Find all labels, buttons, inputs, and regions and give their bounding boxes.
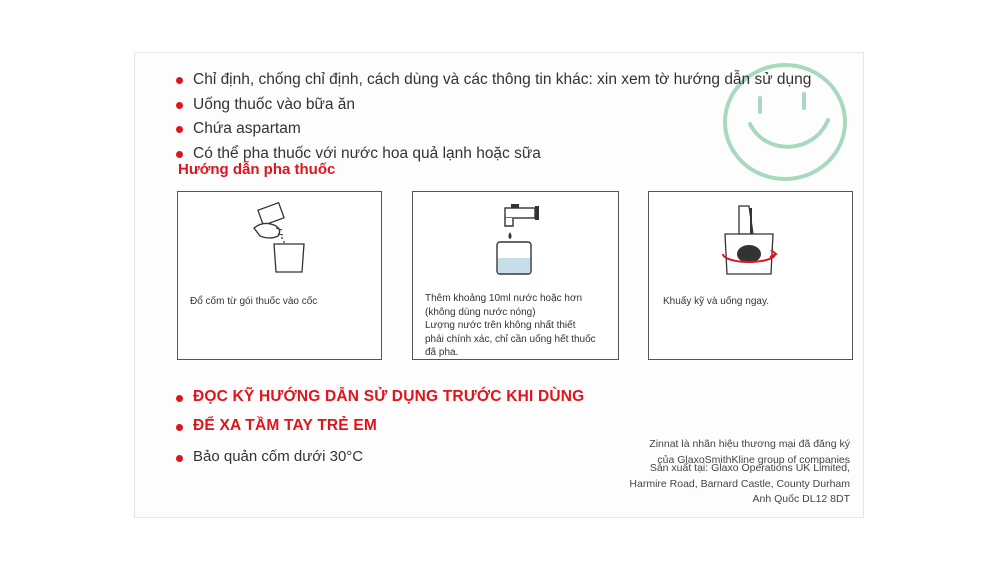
step-3-box [648, 191, 853, 360]
bullet-dot [176, 102, 183, 109]
bullet-item: Uống thuốc vào bữa ăn [176, 93, 811, 118]
bullet-dot [176, 395, 183, 402]
storage-note: Bảo quản cốm dưới 30°C [176, 448, 363, 465]
info-bullet-list [176, 68, 811, 166]
warning-read-instructions: ĐỌC KỸ HƯỚNG DẪN SỬ DỤNG TRƯỚC KHI DÙNG [176, 388, 584, 406]
manufacturer-note: Sản xuất tại: Glaxo Operations UK Limited, Harmire Road, Barnard Castle, County Durham Anh Quốc DL12 8DT [629, 462, 850, 505]
stir-spoon-icon [719, 204, 779, 278]
bullet-dot [176, 151, 183, 158]
bullet-item: Chỉ định, chống chỉ định, cách dùng và các thông tin khác: xin xem tờ hướng dẫn sử dụng [176, 68, 811, 93]
step-text-line: Thêm khoảng 10ml nước hoặc hơn [425, 293, 583, 304]
bullet-dot [176, 424, 183, 431]
bullet-item: Có thể pha thuốc với nước hoa quả lạnh hoặc sữa [176, 142, 811, 167]
bullet-dot [176, 455, 183, 462]
instructions-title: Hướng dẫn pha thuốc [178, 161, 336, 178]
step-text-line: đã pha. [425, 347, 459, 358]
bullet-dot [176, 126, 183, 133]
bullet-dot [176, 77, 183, 84]
trademark-note: Zinnat là nhãn hiệu thương mại đã đăng ký của GlaxoSmithKline group of companies [649, 438, 850, 466]
step-text-line: Lượng nước trên không nhất thiết [425, 320, 576, 331]
step-1-box [177, 191, 382, 360]
step-text-line: Khuấy kỹ và uống ngay. [663, 296, 769, 307]
bullet-item: Chứa aspartam [176, 117, 811, 142]
sachet-pour-icon [246, 202, 318, 274]
step-text-line: (không dùng nước nóng) [425, 306, 536, 318]
warning-keep-away-children: ĐỂ XA TẦM TAY TRẺ EM [176, 417, 377, 435]
faucet-cup-icon [491, 198, 543, 274]
step-text-line: phải chính xác, chỉ cần uống hết thuốc [425, 333, 596, 345]
step-text-line: Đổ cốm từ gói thuốc vào cốc [190, 296, 318, 307]
step-2-box [412, 191, 619, 360]
